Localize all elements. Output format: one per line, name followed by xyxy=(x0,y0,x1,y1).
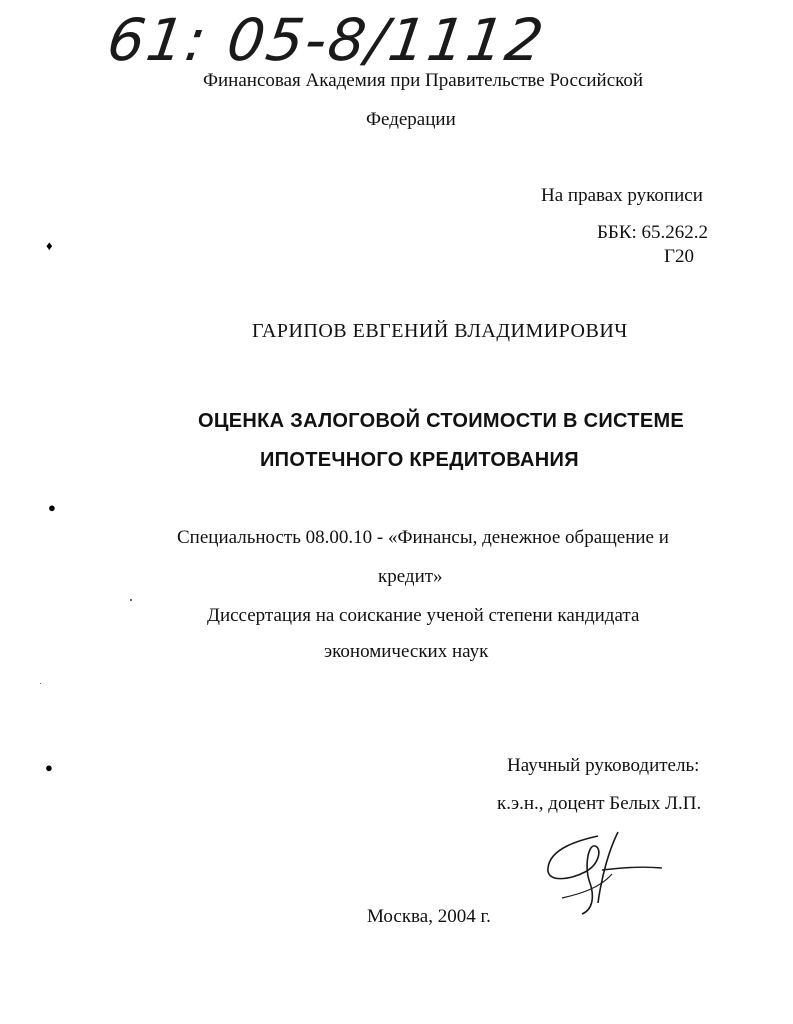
archive-code: 61: 05-8/1112 xyxy=(103,6,550,74)
place-year: Москва, 2004 г. xyxy=(367,906,491,927)
supervisor-name: к.э.н., доцент Белых Л.П. xyxy=(497,793,702,814)
binder-hole-mark-icon: ● xyxy=(48,500,56,515)
academy-line-1: Финансовая Академия при Правительстве Российской xyxy=(203,70,644,91)
academy-line-2: Федерации xyxy=(366,109,456,130)
dissertation-line-1: Диссертация на соискание ученой степени кандидата xyxy=(207,605,640,626)
supervisor-label: Научный руководитель: xyxy=(507,755,700,776)
dissertation-line-2: экономических наук xyxy=(324,641,489,662)
specialty-line-2: кредит» xyxy=(378,566,443,587)
bbk-code: ББК: 65.262.2 xyxy=(597,222,709,243)
signature-icon xyxy=(540,828,670,918)
scan-speck xyxy=(40,683,41,684)
binder-hole-mark-icon: ● xyxy=(45,760,53,775)
title-line-1: ОЦЕНКА ЗАЛОГОВОЙ СТОИМОСТИ В СИСТЕМЕ xyxy=(198,410,685,432)
scan-speck xyxy=(130,599,132,601)
index-code: Г20 xyxy=(664,246,694,267)
rights-note: На правах рукописи xyxy=(541,185,703,206)
author-name: ГАРИПОВ ЕВГЕНИЙ ВЛАДИМИРОВИЧ xyxy=(252,320,628,342)
binder-hole-mark-icon: ♦ xyxy=(46,238,53,253)
specialty-line-1: Специальность 08.00.10 - «Финансы, денежное обращение и xyxy=(177,527,669,548)
title-line-2: ИПОТЕЧНОГО КРЕДИТОВАНИЯ xyxy=(260,449,579,471)
